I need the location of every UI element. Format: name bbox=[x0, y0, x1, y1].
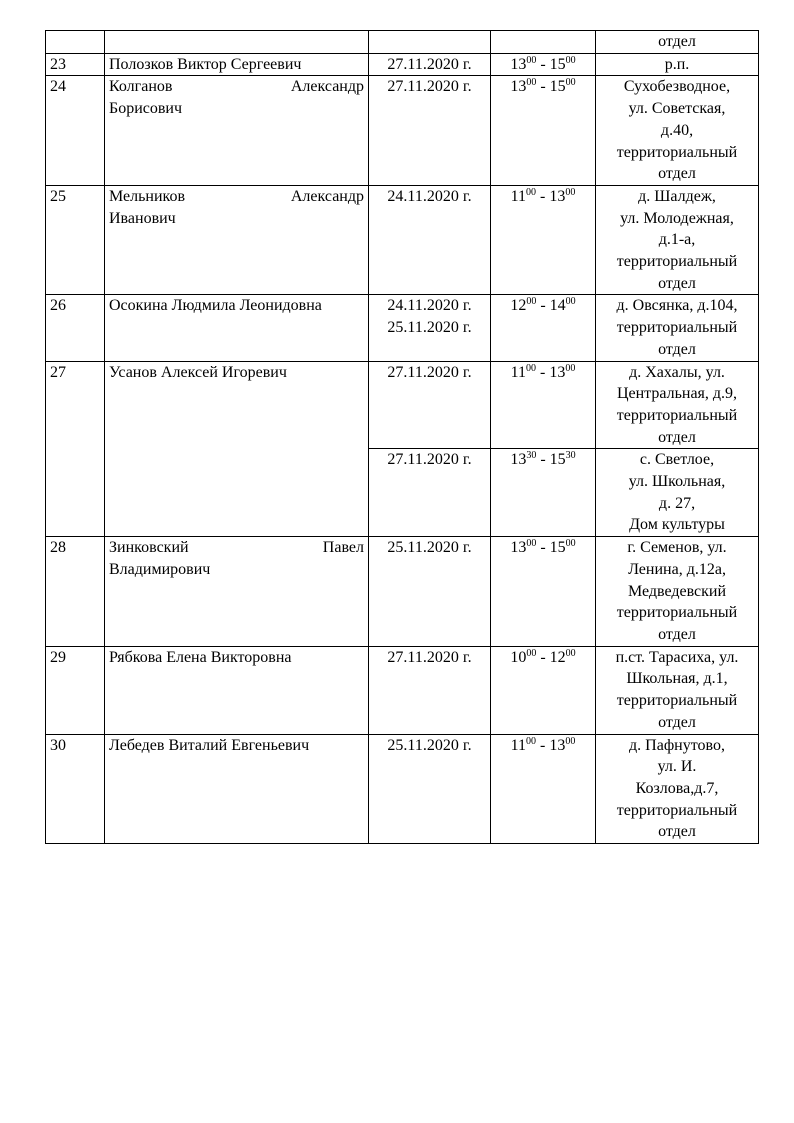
time-separator: - bbox=[536, 55, 550, 73]
time-separator: - bbox=[536, 648, 550, 666]
date-line: 27.11.2020 г. bbox=[387, 363, 472, 381]
place-line: д. Хахалы, ул. bbox=[629, 363, 725, 381]
place-line: территориальный bbox=[616, 319, 738, 337]
cell-place bbox=[596, 76, 759, 186]
place-line: отдел bbox=[658, 625, 696, 643]
name-word: Зинковский bbox=[109, 539, 189, 557]
cell-date bbox=[369, 295, 491, 361]
date-line: 27.11.2020 г. bbox=[387, 451, 472, 469]
cell-date bbox=[369, 734, 491, 844]
cell-place bbox=[596, 295, 759, 361]
date-line: 27.11.2020 г. bbox=[387, 648, 472, 666]
time-separator: - bbox=[536, 451, 550, 469]
date-line: 24.11.2020 г. bbox=[387, 297, 472, 315]
place-line: отдел bbox=[658, 823, 696, 841]
cell-num: 28 bbox=[46, 537, 105, 647]
cell-name bbox=[105, 361, 369, 537]
place-line: отдел bbox=[658, 33, 696, 50]
time-end-minutes: 00 bbox=[565, 77, 576, 89]
table-row bbox=[46, 537, 759, 647]
time-range bbox=[510, 451, 575, 468]
place-line: отдел bbox=[658, 340, 696, 358]
place-line: д.40, bbox=[660, 121, 694, 139]
place-line: территориальный bbox=[616, 143, 738, 161]
place-line: р.п. bbox=[664, 55, 690, 73]
time-start-hour: 10 bbox=[510, 648, 527, 666]
time-end-hour: 15 bbox=[549, 78, 566, 96]
time-range bbox=[510, 78, 575, 95]
time-separator: - bbox=[536, 187, 550, 205]
cell-time bbox=[491, 31, 596, 54]
cell-name bbox=[105, 76, 369, 186]
cell-place bbox=[596, 537, 759, 647]
cell-name bbox=[105, 537, 369, 647]
place-line: территориальный bbox=[616, 406, 738, 424]
name-line bbox=[109, 537, 364, 559]
time-end-minutes: 00 bbox=[565, 538, 576, 550]
time-range bbox=[511, 364, 576, 381]
place-line: ул. Советская, bbox=[628, 100, 726, 118]
place-line: Сухобезводное, bbox=[623, 78, 731, 96]
time-range bbox=[511, 737, 576, 754]
place-line: территориальный bbox=[616, 801, 738, 819]
place-line: Козлова,д.7, bbox=[635, 779, 719, 797]
time-range bbox=[511, 188, 576, 205]
cell-date bbox=[369, 449, 491, 537]
cell-time bbox=[491, 76, 596, 186]
cell-name bbox=[105, 185, 369, 295]
continuation-row bbox=[46, 31, 759, 54]
name-line: Борисович bbox=[109, 100, 183, 118]
cell-num: 24 bbox=[46, 76, 105, 186]
time-end-minutes: 00 bbox=[565, 735, 576, 747]
place-line: отдел bbox=[658, 713, 696, 731]
cell-place bbox=[596, 734, 759, 844]
place-line: ул. Молодежная, bbox=[620, 209, 734, 227]
place-line: Дом культуры bbox=[629, 516, 725, 534]
time-start-minutes: 00 bbox=[526, 647, 537, 659]
time-separator: - bbox=[536, 78, 550, 96]
name-line: Иванович bbox=[109, 209, 176, 227]
cell-name bbox=[105, 734, 369, 844]
cell-time bbox=[491, 646, 596, 734]
place-line: отдел bbox=[658, 165, 696, 183]
place-line: д. Овсянка, д.104, bbox=[616, 297, 738, 315]
time-range bbox=[510, 539, 575, 556]
cell-name bbox=[105, 295, 369, 361]
cell-date bbox=[369, 185, 491, 295]
name-line: Рябкова Елена Викторовна bbox=[109, 648, 292, 666]
time-range bbox=[510, 649, 575, 666]
cell-date bbox=[369, 646, 491, 734]
place-line: Ленина, д.12а, bbox=[628, 560, 726, 578]
place-line: ул. Школьная, bbox=[628, 473, 726, 491]
place-line: с. Светлое, bbox=[639, 451, 715, 469]
place-line: д. 27, bbox=[658, 494, 696, 512]
cell-date bbox=[369, 76, 491, 186]
time-end-minutes: 00 bbox=[565, 647, 576, 659]
cell-place bbox=[596, 53, 759, 76]
table-row bbox=[46, 361, 759, 449]
time-end-hour: 15 bbox=[549, 55, 566, 73]
place-line: Медведевский bbox=[627, 582, 727, 600]
cell-num: 29 bbox=[46, 646, 105, 734]
table-row bbox=[46, 76, 759, 186]
time-start-minutes: 00 bbox=[526, 54, 537, 66]
name-line bbox=[109, 76, 364, 98]
cell-place bbox=[596, 361, 759, 449]
name-line: Полозков Виктор Сергеевич bbox=[109, 55, 302, 73]
name-line: Владимирович bbox=[109, 560, 211, 578]
time-start-hour: 11 bbox=[510, 736, 527, 754]
cell-place bbox=[596, 646, 759, 734]
cell-place bbox=[596, 31, 759, 54]
time-end-minutes: 30 bbox=[565, 450, 576, 462]
time-end-hour: 13 bbox=[549, 736, 566, 754]
cell-num: 27 bbox=[46, 361, 105, 537]
place-line: территориальный bbox=[616, 253, 738, 271]
time-start-hour: 13 bbox=[510, 451, 527, 469]
cell-time bbox=[491, 53, 596, 76]
place-line: п.ст. Тарасиха, ул. bbox=[615, 648, 739, 666]
time-start-hour: 12 bbox=[510, 297, 527, 315]
name-word: Александр bbox=[290, 187, 364, 205]
time-start-minutes: 30 bbox=[526, 450, 537, 462]
time-end-hour: 12 bbox=[549, 648, 566, 666]
name-word: Колганов bbox=[109, 78, 173, 96]
table-row bbox=[46, 185, 759, 295]
place-line: г. Семенов, ул. bbox=[627, 539, 727, 557]
cell-place bbox=[596, 185, 759, 295]
place-line: отдел bbox=[658, 274, 696, 292]
time-start-minutes: 00 bbox=[526, 296, 537, 308]
time-start-minutes: 00 bbox=[526, 735, 537, 747]
place-line: Школьная, д.1, bbox=[626, 670, 728, 688]
time-start-hour: 13 bbox=[510, 539, 527, 557]
cell-num: 23 bbox=[46, 53, 105, 76]
place-line: территориальный bbox=[616, 604, 738, 622]
cell-name bbox=[105, 646, 369, 734]
cell-num: 30 bbox=[46, 734, 105, 844]
schedule-body bbox=[46, 31, 759, 844]
name-word: Павел bbox=[322, 539, 364, 557]
name-word: Мельников bbox=[109, 187, 186, 205]
time-range bbox=[510, 297, 575, 314]
cell-time bbox=[491, 734, 596, 844]
date-line: 25.11.2020 г. bbox=[387, 319, 472, 337]
place-line: д.1-а, bbox=[658, 231, 696, 249]
cell-num: 26 bbox=[46, 295, 105, 361]
schedule-table bbox=[45, 30, 759, 844]
table-row bbox=[46, 53, 759, 76]
time-start-minutes: 00 bbox=[526, 77, 537, 89]
time-start-hour: 11 bbox=[510, 363, 527, 381]
name-line bbox=[109, 186, 364, 208]
time-separator: - bbox=[536, 297, 550, 315]
place-line: Центральная, д.9, bbox=[616, 385, 738, 403]
cell-time bbox=[491, 185, 596, 295]
date-line: 25.11.2020 г. bbox=[387, 539, 472, 557]
cell-time bbox=[491, 449, 596, 537]
time-separator: - bbox=[536, 736, 550, 754]
cell-date bbox=[369, 31, 491, 54]
name-line: Усанов Алексей Игоревич bbox=[109, 363, 287, 381]
time-start-hour: 13 bbox=[510, 55, 527, 73]
cell-name bbox=[105, 53, 369, 76]
cell-time bbox=[491, 295, 596, 361]
date-line: 24.11.2020 г. bbox=[387, 187, 472, 205]
time-start-hour: 11 bbox=[510, 187, 527, 205]
place-line: д. Шалдеж, bbox=[638, 187, 716, 205]
time-end-hour: 15 bbox=[549, 539, 566, 557]
time-separator: - bbox=[536, 539, 550, 557]
time-start-hour: 13 bbox=[510, 78, 527, 96]
table-row bbox=[46, 295, 759, 361]
place-line: отдел bbox=[658, 428, 696, 446]
time-end-minutes: 00 bbox=[565, 362, 576, 374]
time-end-minutes: 00 bbox=[565, 186, 576, 198]
name-line: Лебедев Виталий Евгеньевич bbox=[109, 736, 310, 754]
time-end-minutes: 00 bbox=[565, 54, 576, 66]
cell-num: 25 bbox=[46, 185, 105, 295]
time-end-minutes: 00 bbox=[565, 296, 576, 308]
date-line: 25.11.2020 г. bbox=[387, 736, 472, 754]
cell-place bbox=[596, 449, 759, 537]
name-word: Александр bbox=[290, 78, 364, 96]
time-start-minutes: 00 bbox=[526, 538, 537, 550]
time-start-minutes: 00 bbox=[526, 362, 537, 374]
time-end-hour: 14 bbox=[549, 297, 566, 315]
cell-time bbox=[491, 537, 596, 647]
cell-date bbox=[369, 53, 491, 76]
place-line: территориальный bbox=[616, 692, 738, 710]
time-end-hour: 13 bbox=[549, 363, 566, 381]
cell-date bbox=[369, 537, 491, 647]
time-separator: - bbox=[536, 363, 550, 381]
time-start-minutes: 00 bbox=[526, 186, 537, 198]
time-range bbox=[510, 56, 575, 73]
cell-num bbox=[46, 31, 105, 54]
cell-name bbox=[105, 31, 369, 54]
time-end-hour: 15 bbox=[549, 451, 566, 469]
time-end-hour: 13 bbox=[549, 187, 566, 205]
table-row bbox=[46, 734, 759, 844]
cell-date bbox=[369, 361, 491, 449]
place-line: д. Пафнутово, bbox=[629, 736, 725, 754]
date-line: 27.11.2020 г. bbox=[387, 78, 472, 96]
place-line: ул. И. bbox=[657, 758, 697, 776]
cell-time bbox=[491, 361, 596, 449]
name-line: Осокина Людмила Леонидовна bbox=[109, 297, 322, 315]
table-row bbox=[46, 646, 759, 734]
date-line: 27.11.2020 г. bbox=[387, 55, 472, 73]
